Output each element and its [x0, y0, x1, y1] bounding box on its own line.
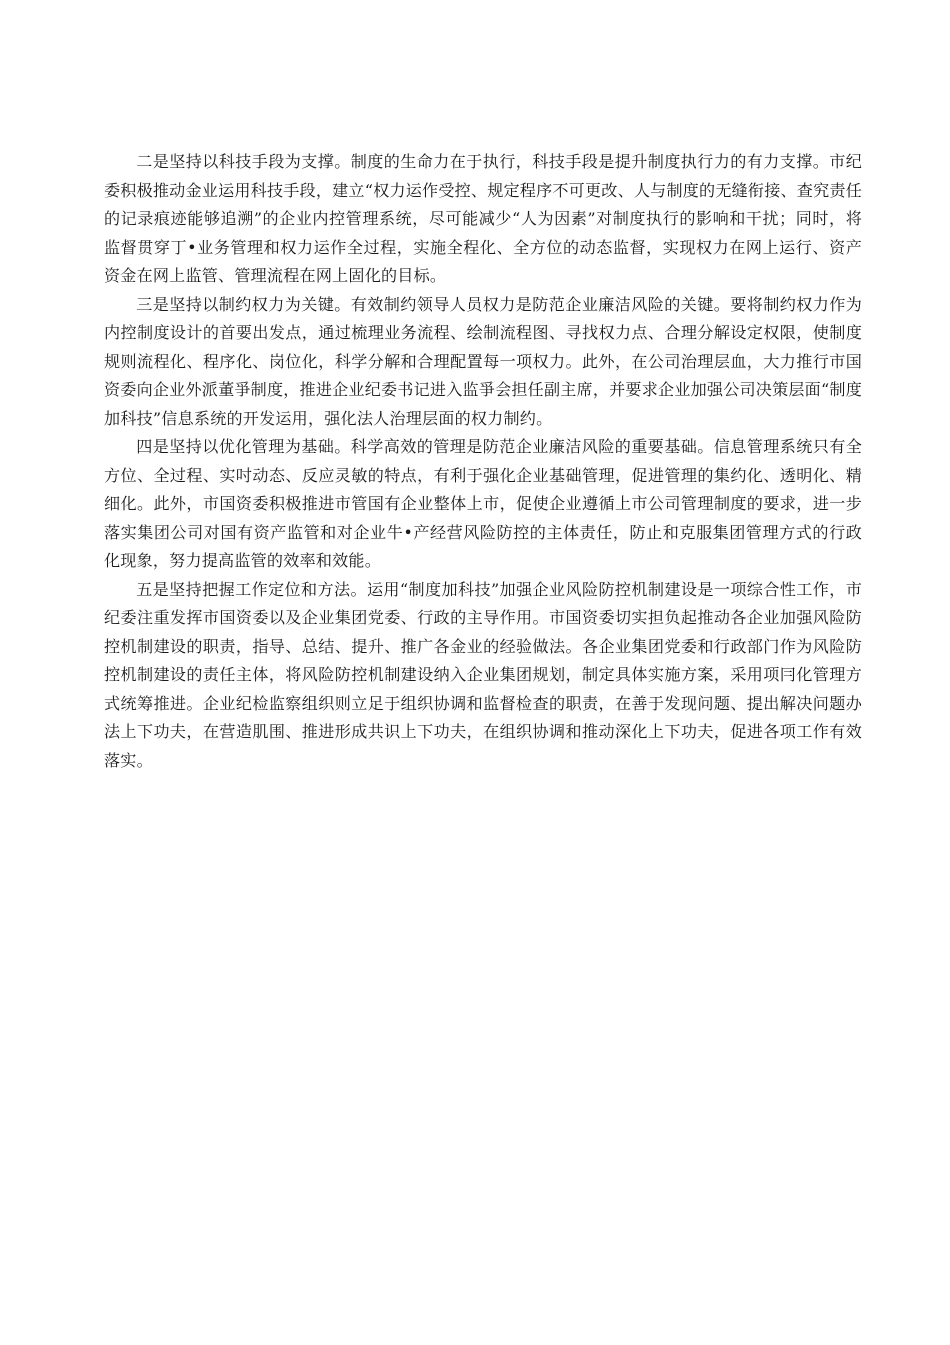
body-text [104, 148, 862, 775]
paragraph-tech-support: 二是坚持以科技手段为支撑。制度的生命力在于执行，科技手段是提升制度执行力的有力支撑。市纪委积极推动金业运用科技手段，建立“权力运作受控、规定程序不可更改、人与制度的无缝衔接、查究责任的记录痕迹能够追溯”的企业内控管理系统，尽可能减少“人为因素”对制度执行的影响和干扰；同时，将监督贯穿丁•业务管理和权力运作全过程，实施全程化、全方位的动态监督，实现权力在网上运行、资产资金在网上监管、管理流程在网上固化的目标。 [104, 152, 862, 285]
paragraph-power-restriction: 三是坚持以制约权力为关键。有效制约领导人员权力是防范企业廉洁风险的关键。要将制约权力作为内控制度设计的首要出发点，通过梳理业务流程、绘制流程图、寻找权力点、合理分解设定权限，使制度规则流程化、程序化、岗位化，科学分解和合理配置每一项权力。此外，在公司治理层血，大力推行市国资委向企业外派董爭制度，推进企业纪委书记进入监爭会担任副主席，并要求企业加强公司决策层面“制度加科技”信息系统的开发运用，强化法人治理层面的权力制约。 [104, 294, 862, 428]
paragraph-management-optimization: 四是坚持以优化管理为基础。科学高效的管理是防范企业廉洁风险的重要基础。信息管理系统只有全方位、全过程、实吋动态、反应灵敏的特点，有利于强化企业基础管理，促进管理的集约化、透明化、精细化。此外，市国资委积极推进市管国有企业整体上市，促使企业遵循上市公司管理制度的要求，进一步落实集团公司对国有资产监管和对企业牛•产经营风险防控的主体责任，防止和克服集团管理方式的行政化现象，努力提高监管的效率和效能。 [104, 437, 862, 570]
paragraph-work-positioning: 五是坚持把握工作定位和方法。运用“制度加科技”加强企业风险防控机制建设是一项综合性工作，市纪委注重发挥市国资委以及企业集团党委、行政的主导作用。市国资委切实担负起推动各企业加强风险防控机制建设的职责，指导、总结、提升、推广各金业的经验做法。各企业集团党委和行政部门作为风险防控机制建设的责任主体，将风险防控机制建设纳入企业集团规划，制定具体实施方案，采用项冃化管理方式统筹推进。企业纪检监察组织则立足于组织协调和监督检查的职责，在善于发现问题、提出解决问题办法上下功夫，在营造肌围、推进形成共识上下功夫，在组织协调和推动深化上下功夫，促进各项工作有效落实。 [104, 579, 862, 770]
